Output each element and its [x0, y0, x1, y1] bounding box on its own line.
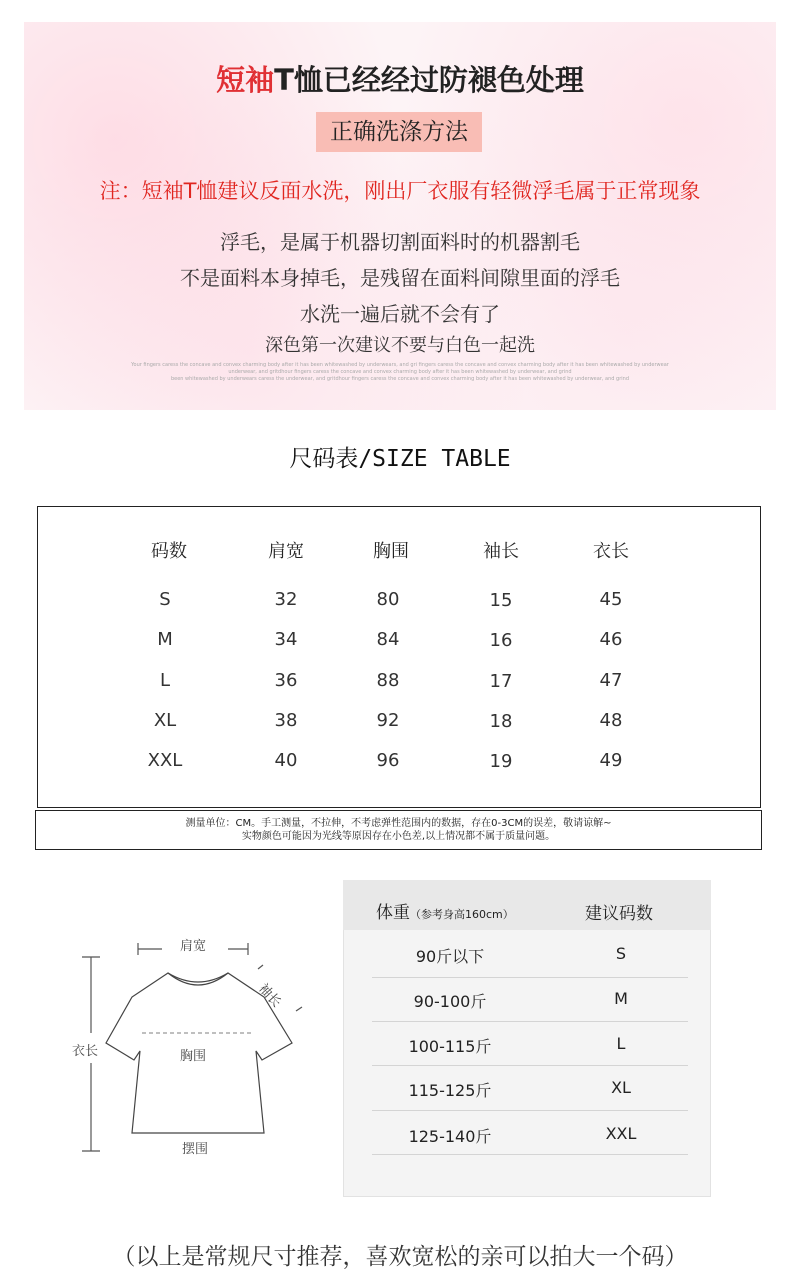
weight-cell: 90斤以下: [415, 947, 485, 966]
diagram-label-chest: 胸围: [180, 1049, 207, 1064]
fine-print-2: underwear, and gritdhour fingers caress the concave and convex charming body after it has been whitewashed by underwear, and grind: [228, 369, 572, 375]
size-cell: 84: [376, 629, 400, 650]
size-cell: 47: [599, 670, 623, 691]
size-cell: L: [159, 670, 171, 691]
weight-cell: 100-115斤: [408, 1037, 492, 1056]
size-cell: 34: [274, 629, 298, 650]
weight-size-cell: XXL: [605, 1124, 637, 1143]
weight-cell: 115-125斤: [408, 1081, 492, 1100]
banner-line-4: 深色第一次建议不要与白色一起洗: [265, 335, 535, 356]
banner-line-3: 水洗一遍后就不会有了: [300, 302, 500, 326]
size-cell: 49: [599, 750, 623, 771]
fine-print-3: been whitewashed by underwears caress the underwear, and gritdhour fingers caress the concave and convex charming body after it has been whitewashed by underwear, and grind: [170, 376, 630, 382]
size-header-size: 码数: [151, 541, 187, 562]
size-cell: 17: [489, 671, 513, 692]
size-cell: 45: [599, 589, 623, 610]
size-cell: 88: [376, 670, 400, 691]
row-divider: [372, 1021, 688, 1022]
size-cell: 32: [274, 589, 298, 610]
measurement-note-line-1: 测量单位：CM。手工测量，不拉伸，不考虑弹性范围内的数据，存在0-3CM的误差，敬请谅解~: [185, 818, 612, 829]
size-suggest-header: 建议码数: [585, 904, 653, 924]
size-cell: M: [157, 629, 173, 650]
size-cell: 46: [599, 629, 623, 650]
weight-size-cell: L: [616, 1034, 626, 1053]
size-cell: 96: [376, 750, 400, 771]
size-cell: S: [159, 589, 171, 610]
weight-size-cell: M: [614, 989, 628, 1008]
size-header-length: 衣长: [593, 541, 629, 562]
size-table: [37, 506, 761, 808]
size-cell: 40: [274, 750, 298, 771]
size-header-sleeve: 袖长: [483, 541, 519, 562]
fine-print-1: Your fingers caress the concave and convex charming body after it has been whitewashed by underwears, and gri fingers caress the concave and convex charming body after it has been whitewashed by underwear: [131, 362, 669, 368]
banner-title: 短袖T恤已经经过防褪色处理: [216, 63, 584, 97]
size-cell: 92: [376, 710, 400, 731]
row-divider: [372, 1110, 688, 1111]
size-header-chest: 胸围: [373, 541, 409, 562]
size-recommendation-note: （以上是常规尺寸推荐，喜欢宽松的亲可以拍大一个码）: [112, 1244, 688, 1270]
size-cell: 36: [274, 670, 298, 691]
row-divider: [372, 977, 688, 978]
diagram-label-shoulder: 肩宽: [180, 939, 207, 954]
size-cell: 18: [489, 711, 513, 732]
weight-size-cell: S: [615, 944, 627, 963]
size-cell: 80: [376, 589, 400, 610]
row-divider: [372, 1065, 688, 1066]
diagram-label-hem: 摆围: [182, 1142, 209, 1157]
size-cell: 16: [489, 630, 513, 651]
weight-cell: 90-100斤: [413, 992, 487, 1011]
banner-line-2: 不是面料本身掉毛，是残留在面料间隙里面的浮毛: [180, 266, 620, 290]
diagram-label-length: 衣长: [72, 1044, 99, 1059]
row-divider: [372, 1154, 688, 1155]
banner-line-1: 浮毛，是属于机器切割面料时的机器割毛: [220, 230, 580, 254]
size-cell: XL: [153, 710, 177, 731]
size-cell: XXL: [147, 750, 183, 771]
size-table-title: 尺码表/SIZE TABLE: [289, 446, 511, 472]
size-cell: 38: [274, 710, 298, 731]
measurement-note-line-2: 实物颜色可能因为光线等原因存在小色差,以上情况都不属于质量问题。: [241, 831, 556, 842]
size-cell: 15: [489, 590, 513, 611]
measurement-note: [35, 810, 762, 850]
wash-method-label: 正确洗涤方法: [316, 112, 482, 152]
weight-header-label: 体重（参考身高160cm）: [376, 903, 514, 923]
wash-note: 注：短袖T恤建议反面水洗，刚出厂衣服有轻微浮毛属于正常现象: [99, 179, 701, 203]
weight-cell: 125-140斤: [408, 1127, 492, 1146]
size-header-shoulder: 肩宽: [268, 541, 304, 562]
size-cell: 48: [599, 710, 623, 731]
diagram-label-sleeve: 袖长: [255, 981, 284, 1011]
size-cell: 19: [489, 751, 513, 772]
weight-size-cell: XL: [611, 1078, 631, 1097]
